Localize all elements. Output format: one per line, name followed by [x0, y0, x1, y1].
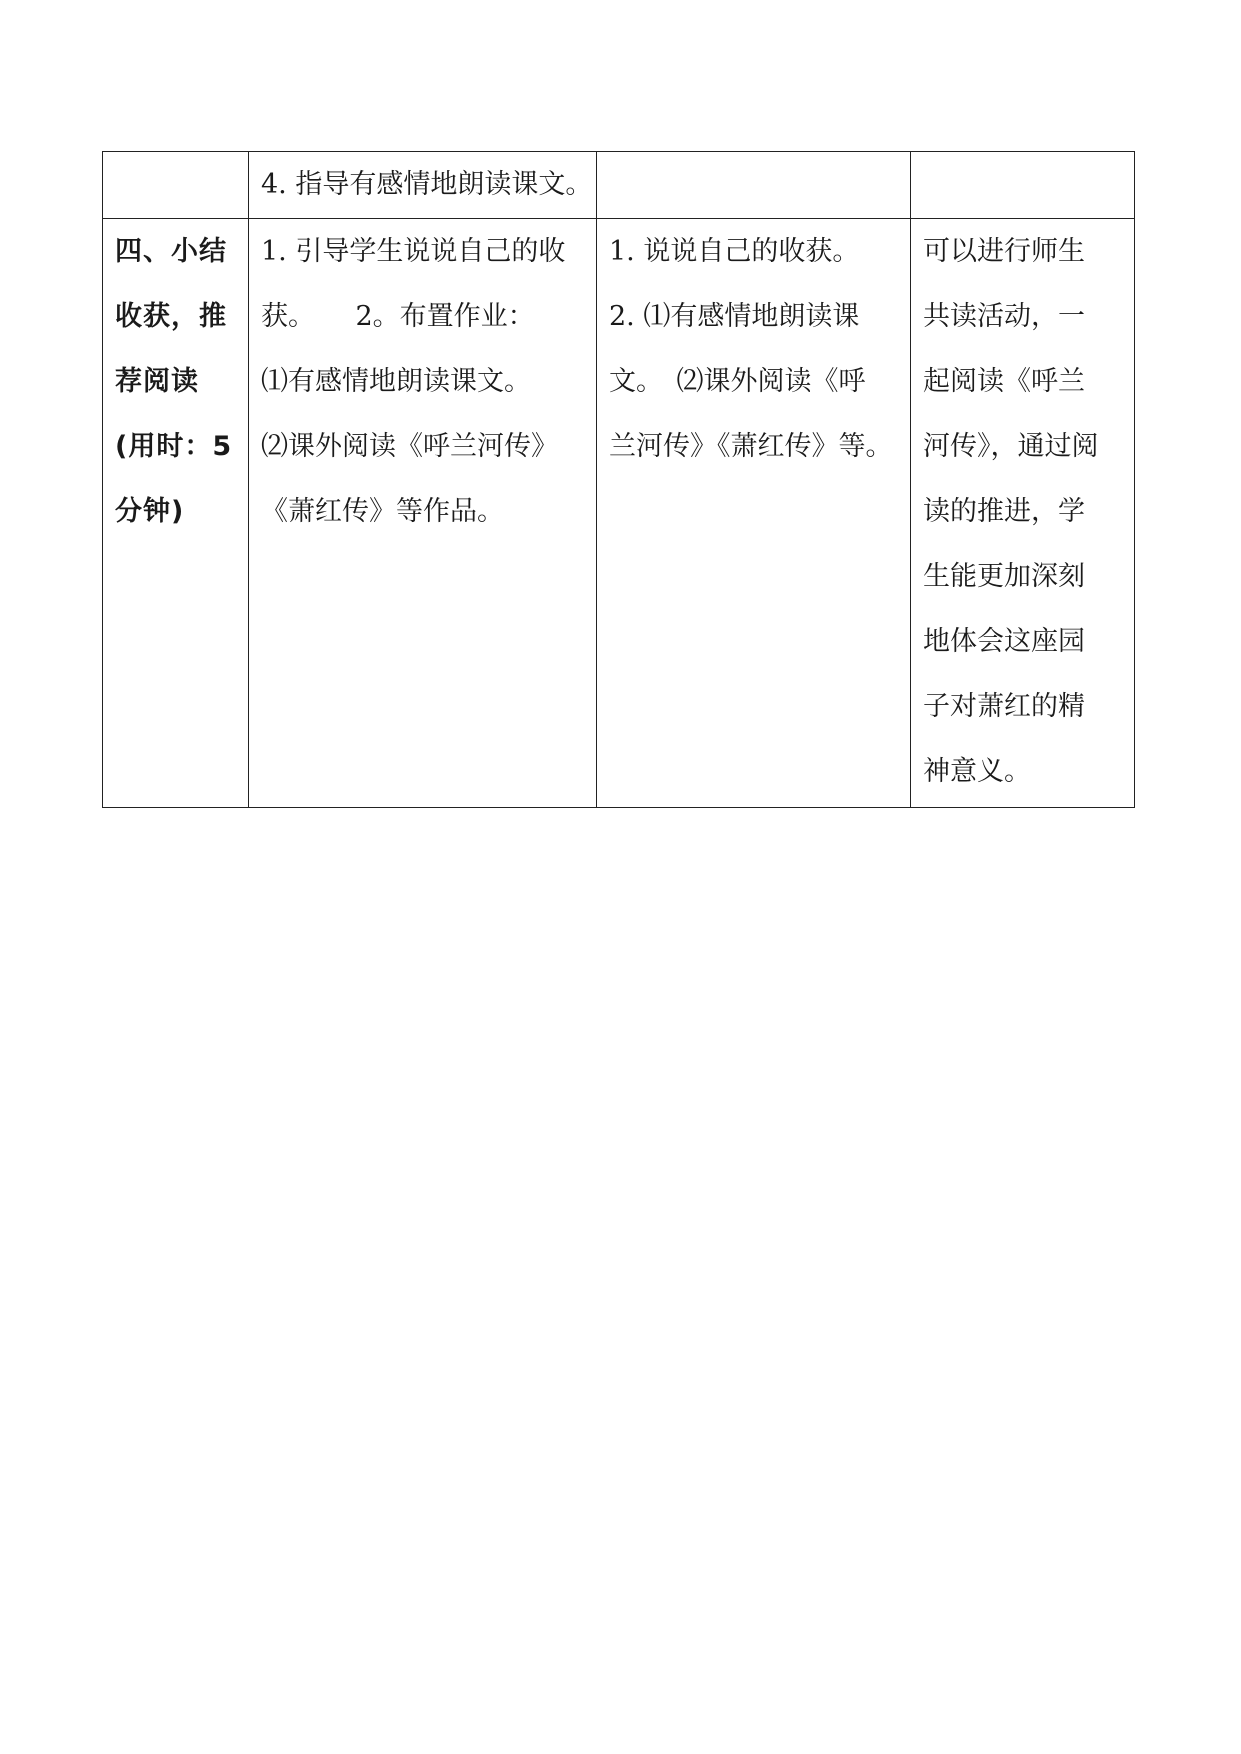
stage-line: 荐阅读	[115, 366, 199, 397]
stage-cell-empty	[103, 152, 249, 219]
student-line: 1. 说说自己的收获。	[609, 236, 860, 267]
teacher-line: 《萧红传》等作品。	[261, 496, 504, 527]
stage-line: 收获，推	[115, 301, 227, 332]
stage-line: (用时：5	[115, 431, 233, 462]
teacher-activity-cell: 4. 指导有感情地朗读课文。	[249, 152, 597, 219]
intent-line: 地体会这座园	[923, 626, 1085, 657]
intent-line: 共读活动，一	[923, 301, 1085, 332]
intent-line: 子对萧红的精	[923, 691, 1085, 722]
teacher-line: ⑵课外阅读《呼兰河传》	[261, 431, 558, 462]
stage-cell	[103, 219, 249, 808]
table-row	[103, 219, 1135, 808]
student-activity-cell	[597, 219, 911, 808]
intent-line: 河传》，通过阅	[923, 431, 1099, 462]
table-row	[103, 152, 1135, 219]
lesson-plan-table	[102, 151, 1135, 808]
student-line: 文。 ⑵课外阅读《呼	[609, 366, 866, 397]
intent-line: 起阅读《呼兰	[923, 366, 1085, 397]
stage-line: 分钟)	[115, 496, 185, 527]
teacher-line: 1. 引导学生说说自己的收	[261, 236, 566, 267]
stage-line: 四、小结	[115, 236, 227, 267]
intent-line: 神意义。	[923, 756, 1031, 787]
design-intent-cell	[911, 219, 1135, 808]
intent-line: 生能更加深刻	[923, 561, 1085, 592]
student-line: 兰河传》《萧红传》等。	[609, 431, 893, 462]
student-line: 2. ⑴有感情地朗读课	[609, 301, 860, 332]
student-activity-cell-empty	[597, 152, 911, 219]
intent-line: 可以进行师生	[923, 236, 1085, 267]
teacher-activity-cell	[249, 219, 597, 808]
design-intent-cell-empty	[911, 152, 1135, 219]
intent-line: 读的推进，学	[923, 496, 1085, 527]
teacher-line: 获。 2。布置作业：	[261, 301, 535, 332]
teacher-line: ⑴有感情地朗读课文。	[261, 366, 531, 397]
